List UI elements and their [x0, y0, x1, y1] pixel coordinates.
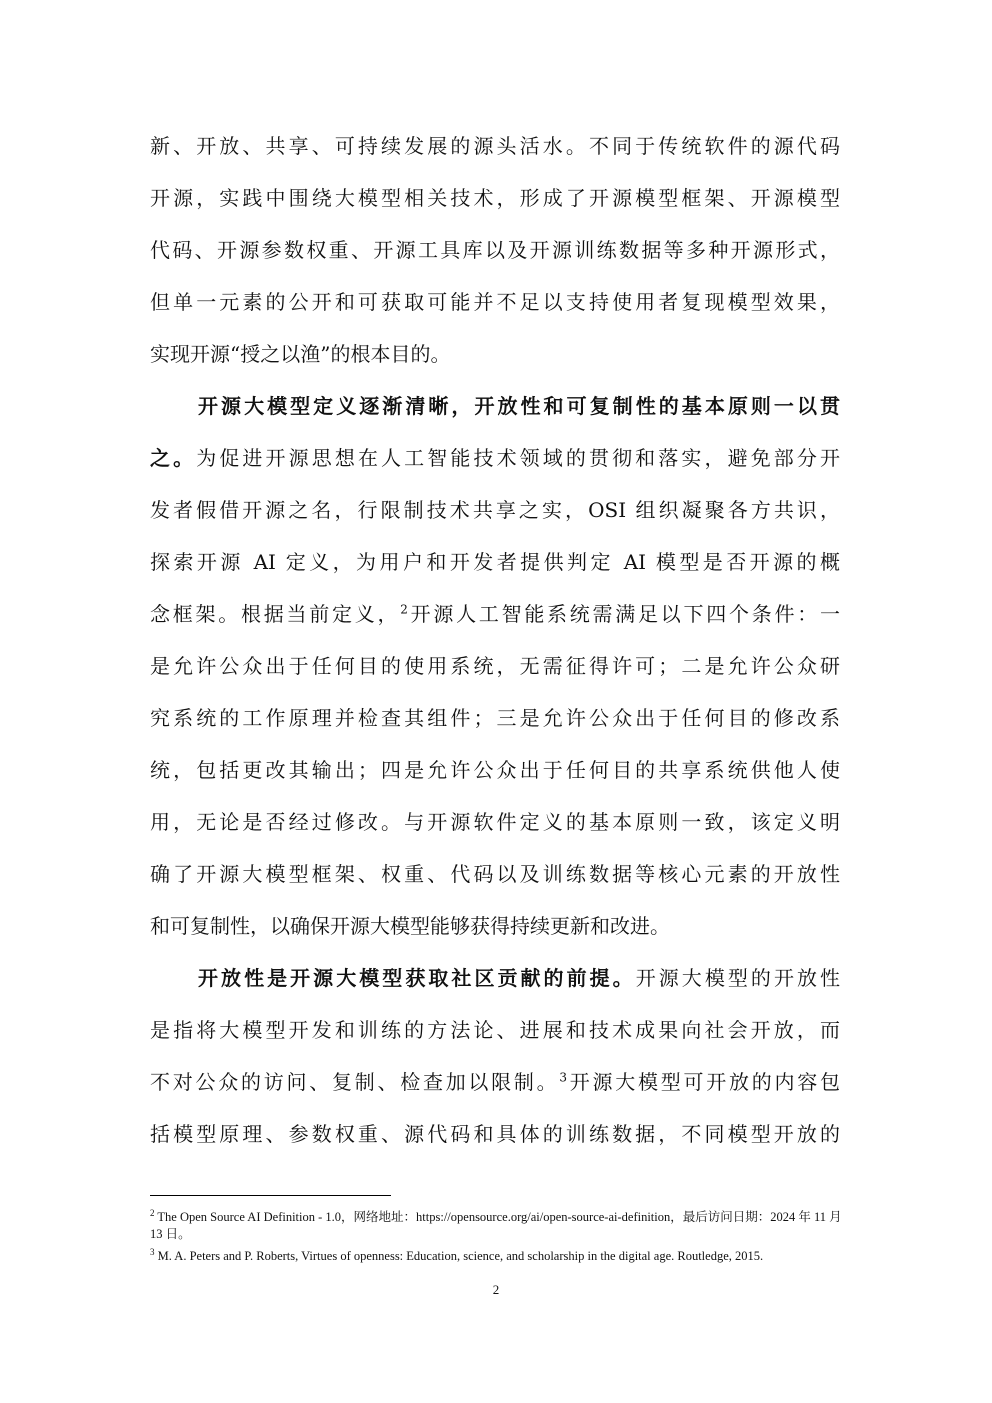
- paragraph-3-line: 括模型原理、参数权重、源代码和具体的训练数据，不同模型开放的: [150, 1122, 840, 1146]
- paragraph-1: [150, 120, 840, 380]
- footnote-3: [150, 1248, 845, 1265]
- paragraph-2-heading: 开源大模型定义逐渐清晰，开放性和可复制性的基本原则一以贯: [198, 394, 840, 418]
- footnote-ref-2[interactable]: 2: [400, 602, 408, 617]
- paragraph-3-line: 是指将大模型开发和训练的方法论、进展和技术成果向社会开放，而: [150, 1018, 840, 1042]
- paragraph-3-text: 开源大模型可开放的内容包: [567, 1070, 841, 1094]
- paragraph-2-line: 是允许公众出于任何目的使用系统，无需征得许可；二是允许公众研: [150, 654, 840, 678]
- footnote-number: 3: [150, 1246, 155, 1257]
- paragraph-3-heading: 开放性是开源大模型获取社区贡献的前提。: [198, 966, 636, 990]
- paragraph-1-line: 代码、开源参数权重、开源工具库以及开源训练数据等多种开源形式，: [150, 238, 840, 262]
- paragraph-2-line: 统，包括更改其输出；四是允许公众出于任何目的共享系统供他人使: [150, 758, 840, 782]
- paragraph-2-text: 为促进开源思想在人工智能技术领域的贯彻和落实，避免部分开: [196, 446, 841, 470]
- paragraph-2-line: [150, 432, 840, 484]
- paragraph-2-line: 探索开源 AI 定义，为用户和开发者提供判定 AI 模型是否开源的概: [150, 550, 840, 574]
- paragraph-2-line: 确了开源大模型框架、权重、代码以及训练数据等核心元素的开放性: [150, 862, 840, 886]
- paragraph-2-text: 念框架。根据当前定义，: [150, 602, 401, 626]
- paragraph-2-line: [150, 588, 840, 640]
- paragraph-2-heading-end: 之。: [150, 446, 197, 470]
- page-number: 2: [492, 1282, 500, 1297]
- paragraph-3-line: [150, 1056, 840, 1108]
- footnote-2: [150, 1209, 845, 1243]
- paragraph-1-line: 新、开放、共享、可持续发展的源头活水。不同于传统软件的源代码: [150, 134, 840, 158]
- paragraph-3-text: 不对公众的访问、复制、检查加以限制。: [150, 1070, 560, 1094]
- paragraph-2-line: 和可复制性，以确保开源大模型能够获得持续更新和改进。: [150, 914, 670, 938]
- paragraph-1-line: 实现开源“授之以渔”的根本目的。: [150, 342, 451, 366]
- paragraph-1-line: 开源，实践中围绕大模型相关技术，形成了开源模型框架、开源模型: [150, 186, 840, 210]
- paragraph-3-line: [150, 952, 840, 1004]
- footnote-text: The Open Source AI Definition - 1.0，网络地址：https://opensource.org/ai/open-source-ai-definition，最后访问日期：2024 年 11 月 13 日。: [150, 1210, 842, 1241]
- paragraph-3-text: 开源大模型的开放性: [635, 966, 841, 990]
- footnote-ref-3[interactable]: 3: [559, 1070, 568, 1085]
- footnote-text: M. A. Peters and P. Roberts, Virtues of openness: Education, science, and scholarship in the digital age. Routledge, 2015.: [157, 1249, 764, 1263]
- paragraph-2-line: 发者假借开源之名，行限制技术共享之实，OSI 组织凝聚各方共识，: [150, 498, 840, 522]
- paragraph-2-line: 用，无论是否经过修改。与开源软件定义的基本原则一致，该定义明: [150, 810, 840, 834]
- paragraph-3: [150, 952, 840, 1160]
- footnote-number: 2: [150, 1207, 155, 1218]
- footnote-divider: [150, 1195, 391, 1196]
- paragraph-2-text: 开源人工智能系统需满足以下四个条件：一: [407, 602, 841, 626]
- paragraph-1-line: 但单一元素的公开和可获取可能并不足以支持使用者复现模型效果，: [150, 290, 840, 314]
- paragraph-2-line: 究系统的工作原理并检查其组件；三是允许公众出于任何目的修改系: [150, 706, 840, 730]
- paragraph-2: [150, 380, 840, 952]
